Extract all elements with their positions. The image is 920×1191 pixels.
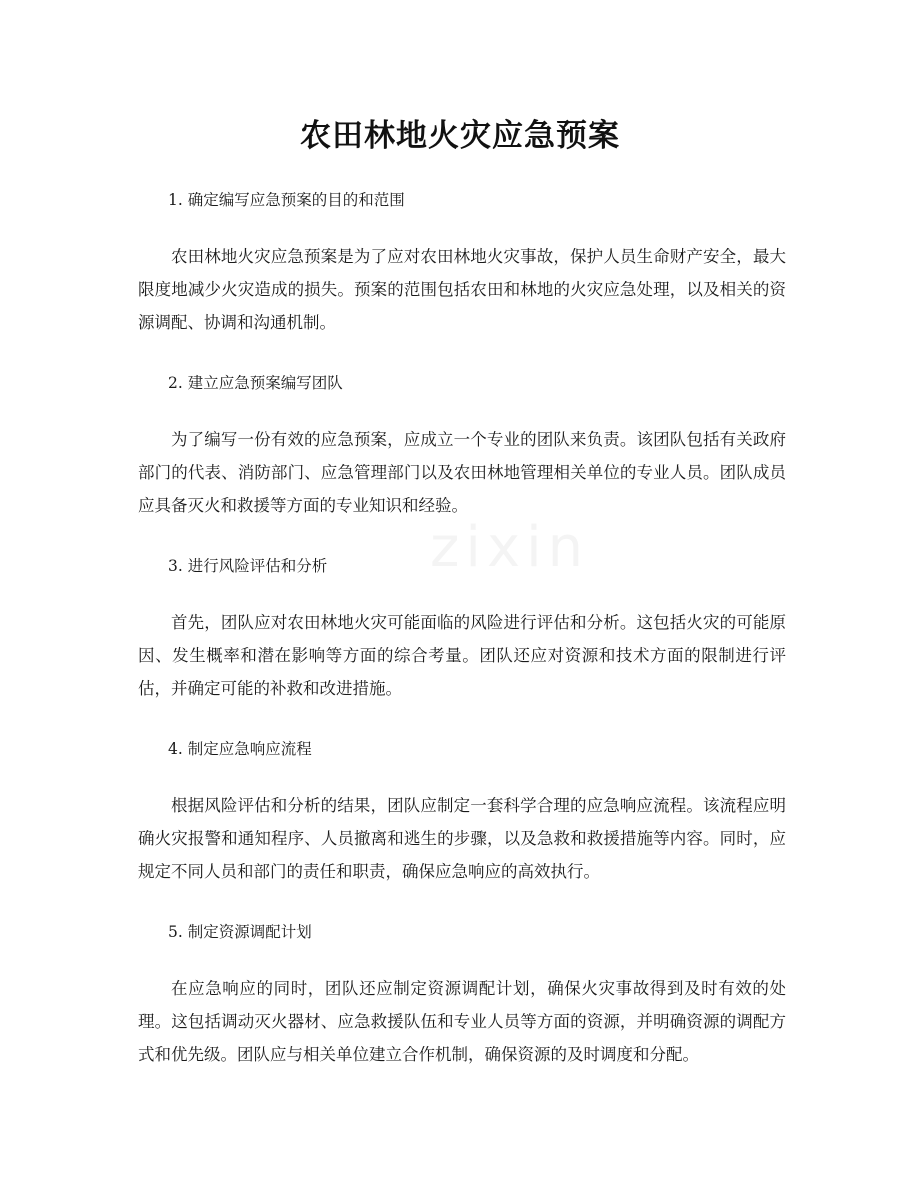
section-paragraph: 首先，团队应对农田林地火灾可能面临的风险进行评估和分析。这包括火灾的可能原因、发生概率和潜在影响等方面的综合考量。团队还应对资源和技术方面的限制进行评估，并确定可能的补救和改进措施。 [138, 613, 786, 698]
section-paragraph: 在应急响应的同时，团队还应制定资源调配计划，确保火灾事故得到及时有效的处理。这包括调动灭火器材、应急救援队伍和专业人员等方面的资源，并明确资源的调配方式和优先级。团队应与相关单位建立合作机制，确保资源的及时调度和分配。 [138, 979, 786, 1064]
section-heading: 3. 进行风险评估和分析 [168, 557, 328, 575]
section-heading: 5. 制定资源调配计划 [168, 923, 312, 941]
section-heading: 1. 确定编写应急预案的目的和范围 [168, 191, 405, 209]
section-3 [138, 552, 786, 705]
section-paragraph: 农田林地火灾应急预案是为了应对农田林地火灾事故，保护人员生命财产安全，最大限度地减少火灾造成的损失。预案的范围包括农田和林地的火灾应急处理，以及相关的资源调配、协调和沟通机制。 [138, 247, 786, 332]
section-paragraph: 为了编写一份有效的应急预案，应成立一个专业的团队来负责。该团队包括有关政府部门的代表、消防部门、应急管理部门以及农田林地管理相关单位的专业人员。团队成员应具备灭火和救援等方面的专业知识和经验。 [138, 430, 786, 515]
section-2 [138, 369, 786, 522]
document-body [138, 186, 786, 1101]
section-heading: 4. 制定应急响应流程 [168, 740, 312, 758]
section-1 [138, 186, 786, 339]
section-5 [138, 918, 786, 1071]
section-paragraph: 根据风险评估和分析的结果，团队应制定一套科学合理的应急响应流程。该流程应明确火灾报警和通知程序、人员撤离和逃生的步骤，以及急救和救援措施等内容。同时，应规定不同人员和部门的责任和职责，确保应急响应的高效执行。 [138, 796, 786, 881]
page-title: 农田林地火灾应急预案 [300, 118, 620, 154]
section-4 [138, 735, 786, 888]
section-heading: 2. 建立应急预案编写团队 [168, 374, 343, 392]
